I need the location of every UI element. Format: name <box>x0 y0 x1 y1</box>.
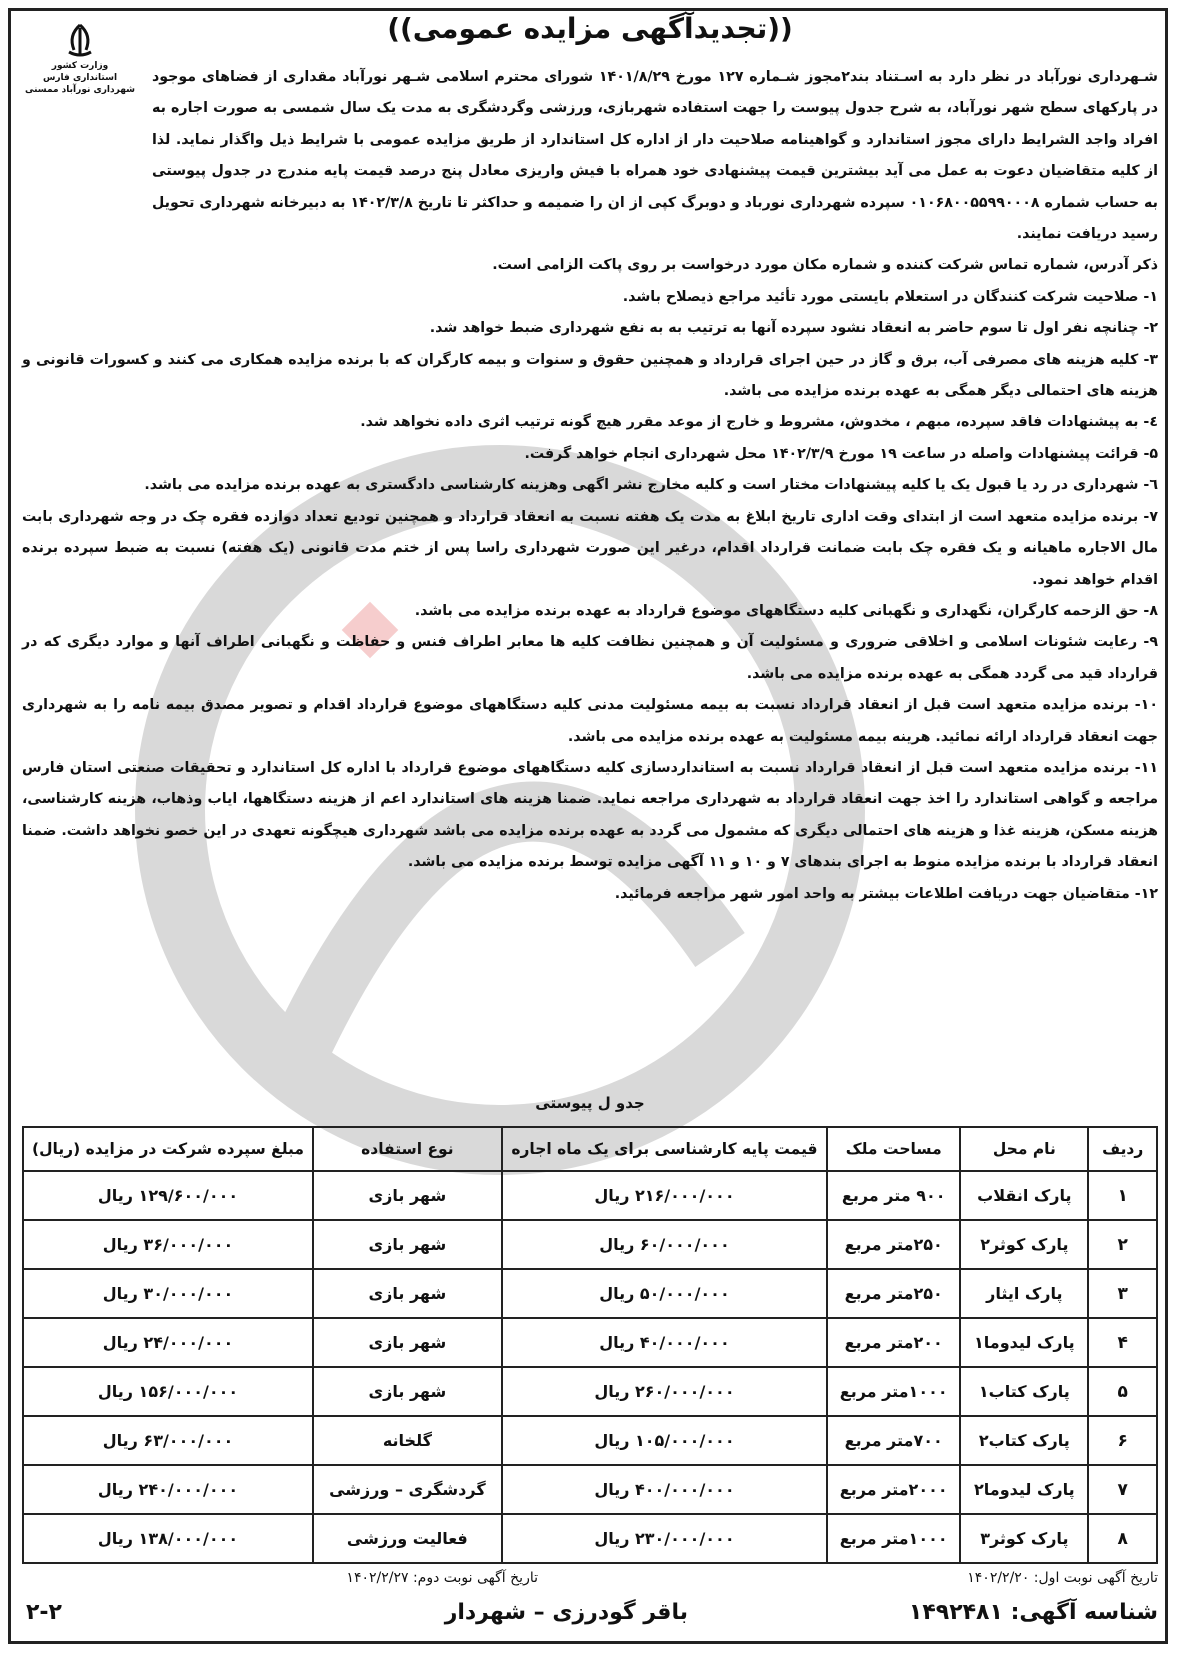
cell-base-price: ۱۰۵/۰۰۰/۰۰۰ ریال <box>502 1416 827 1465</box>
cell-deposit: ۲۴/۰۰۰/۰۰۰ ریال <box>23 1318 313 1367</box>
cell-area: ۲۵۰متر مربع <box>827 1269 960 1318</box>
table-row <box>23 1465 1157 1514</box>
condition-1: ۱- صلاحیت شرکت کنندگان در استعلام بایستی مورد تأئید مراجع ذیصلاح باشد. <box>622 288 1158 305</box>
cell-base-price: ۶۰/۰۰۰/۰۰۰ ریال <box>502 1220 827 1269</box>
cell-base-price: ۴۰/۰۰۰/۰۰۰ ریال <box>502 1318 827 1367</box>
condition-12: ۱۲- متقاضیان جهت دریافت اطلاعات بیشتر به واحد امور شهر مراجعه فرمائید. <box>614 885 1158 902</box>
cell-usage: شهر بازی <box>313 1171 502 1220</box>
cell-row-number: ۳ <box>1088 1269 1157 1318</box>
cell-deposit: ۲۴۰/۰۰۰/۰۰۰ ریال <box>23 1465 313 1514</box>
cell-row-number: ۴ <box>1088 1318 1157 1367</box>
cell-usage: شهر بازی <box>313 1220 502 1269</box>
header-deposit: مبلغ سپرده شرکت در مزایده (ریال) <box>23 1127 313 1171</box>
condition-3: ۳- کلیه هزینه های مصرفی آب، برق و گاز در حین اجرای قرارداد و همچنین حقوق و سنوات و بیمه کارگران که با برنده مزایده همکاری می کنند و کسورات قانونی و هزینه های احتمالی دیگر همگی به عهده برنده مزایده می باشد. <box>22 351 1158 400</box>
ad-id: شناسه آگهی: ۱۴۹۲۴۸۱ <box>908 1600 1158 1625</box>
cell-deposit: ۱۵۶/۰۰۰/۰۰۰ ریال <box>23 1367 313 1416</box>
first-publication-date: تاریخ آگهی نوبت اول: ۱۴۰۲/۲/۲۰ <box>967 1570 1158 1586</box>
header-base-price: قیمت پایه کارشناسی برای یک ماه اجاره <box>502 1127 827 1171</box>
cell-deposit: ۳۰/۰۰۰/۰۰۰ ریال <box>23 1269 313 1318</box>
condition-7: ۷- برنده مزایده متعهد است از ابتدای وقت اداری تاریخ ابلاغ به مدت یک هفته نسبت به انعقاد قرارداد و همچنین تودیع تعداد دوازده فقره چک در وجه شهرداری بابت مال الاجاره ماهیانه و یک فقره چک بابت ضمانت قرارداد اقدام، درغیر این صورت شهرداری راسا پس از ختم مدت قانونی (یک هفته) نسبت به ضبط سپرده برنده اقدام خواهد نمود. <box>22 508 1158 588</box>
cell-row-number: ۵ <box>1088 1367 1157 1416</box>
table-row <box>23 1269 1157 1318</box>
cell-area: ۲۵۰متر مربع <box>827 1220 960 1269</box>
condition-11: ۱۱- برنده مزایده متعهد است قبل از انعقاد قرارداد نسبت به استانداردسازی کلیه دستگاههای موضوع قرارداد با اداره کل استاندارد و تحقیقات صنعتی استان فارس مراجعه و گواهی استاندارد را اخذ جهت انعقاد قرارداد به شهرداری مراجعه نماید. ضمنا هزینه های استاندارد اعم از هزینه دستگاهها، ایاب وذهاب، هزینه کارشناسی، هزینه مسکن، هزینه غذا و هزینه های احتمالی دیگری که مشمول می گردد به عهده برنده مزایده می باشد شهرداری هیچگونه تعهدی در این خصو نخواهد داشت. ضمنا انعقاد قرارداد با برنده مزایده منوط به اجرای بندهای ۷ و ۱۰ و ۱۱ آگهی مزایده توسط برنده مزایده می باشد. <box>22 759 1158 871</box>
cell-base-price: ۴۰۰/۰۰۰/۰۰۰ ریال <box>502 1465 827 1514</box>
signatory: باقر گودرزی – شهردار <box>444 1600 688 1625</box>
condition-9: ۹- رعایت شئونات اسلامی و اخلاقی ضروری و مسئولیت آن و همچنین نظافت کلیه ها معابر اطراف فنس و حفاظت و نگهبانی اطراف آنها و موارد دیگری که در قرارداد قید می گردد همگی به عهده برنده مزایده می باشد. <box>22 634 1158 682</box>
cell-row-number: ۸ <box>1088 1514 1157 1563</box>
ad-body <box>22 62 1158 910</box>
cell-location: پارک انقلاب <box>960 1171 1088 1220</box>
cell-area: ۲۰۰متر مربع <box>827 1318 960 1367</box>
cell-base-price: ۲۱۶/۰۰۰/۰۰۰ ریال <box>502 1171 827 1220</box>
publication-dates <box>22 1570 1158 1590</box>
header-usage: نوع استفاده <box>313 1127 502 1171</box>
cell-location: پارک لیدوما۱ <box>960 1318 1088 1367</box>
cell-area: ۹۰۰ متر مربع <box>827 1171 960 1220</box>
lots-table <box>22 1126 1158 1564</box>
cell-area: ۷۰۰متر مربع <box>827 1416 960 1465</box>
header-location: نام محل <box>960 1127 1088 1171</box>
cell-location: پارک لیدوما۲ <box>960 1465 1088 1514</box>
cell-row-number: ۲ <box>1088 1220 1157 1269</box>
cell-usage: شهر بازی <box>313 1367 502 1416</box>
table-row <box>23 1171 1157 1220</box>
cell-usage: گردشگری – ورزشی <box>313 1465 502 1514</box>
cell-location: پارک کتاب۱ <box>960 1367 1088 1416</box>
condition-4: ٤- به پیشنهادات فاقد سپرده، مبهم ، مخدوش، مشروط و خارج از موعد مقرر هیچ گونه ترتیب اثری داده نخواهد شد. <box>360 414 1158 431</box>
emblem-line-2: استانداری فارس <box>42 73 118 83</box>
cell-location: پارک ایثار <box>960 1269 1088 1318</box>
intro-note: ذکر آدرس، شماره تماس شرکت کننده و شماره مکان مورد درخواست بر روی پاکت الزامی است. <box>492 257 1158 274</box>
emblem-line-1: وزارت کشور <box>51 61 109 71</box>
cell-base-price: ۲۳۰/۰۰۰/۰۰۰ ریال <box>502 1514 827 1563</box>
cell-deposit: ۱۲۹/۶۰۰/۰۰۰ ریال <box>23 1171 313 1220</box>
cell-location: پارک کوثر۳ <box>960 1514 1088 1563</box>
second-publication-date: تاریخ آگهی نوبت دوم: ۱۴۰۲/۲/۲۷ <box>346 1570 538 1586</box>
cell-deposit: ۳۶/۰۰۰/۰۰۰ ریال <box>23 1220 313 1269</box>
table-row <box>23 1416 1157 1465</box>
table-row <box>23 1318 1157 1367</box>
cell-deposit: ۶۳/۰۰۰/۰۰۰ ریال <box>23 1416 313 1465</box>
cell-row-number: ۷ <box>1088 1465 1157 1514</box>
ad-title: ((تجدیدآگهی مزایده عمومی)) <box>387 12 793 45</box>
condition-6: ٦- شهرداری در رد یا قبول یک یا کلیه پیشنهادات مختار است و کلیه مخارج نشر اگهی وهزینه کارشناسی دادگستری به عهده برنده مزایده می باشد. <box>144 477 1158 494</box>
cell-area: ۱۰۰۰متر مربع <box>827 1514 960 1563</box>
cell-row-number: ۱ <box>1088 1171 1157 1220</box>
cell-location: پارک کوثر۲ <box>960 1220 1088 1269</box>
table-row <box>23 1367 1157 1416</box>
emblem-line-3: شهرداری نورآباد ممسنی <box>25 85 135 95</box>
cell-deposit: ۱۳۸/۰۰۰/۰۰۰ ریال <box>23 1514 313 1563</box>
condition-8: ۸- حق الزحمه کارگران، نگهداری و نگهبانی کلیه دستگاههای موضوع قرارداد به عهده برنده مزایده می باشد. <box>414 602 1158 619</box>
page-number: ۲-۲ <box>26 1600 62 1625</box>
cell-row-number: ۶ <box>1088 1416 1157 1465</box>
ad-footer <box>22 1600 1158 1636</box>
cell-usage: شهر بازی <box>313 1318 502 1367</box>
table-caption: جدو ل پیوستی <box>535 1094 645 1112</box>
condition-5: ۵- قرائت پیشنهادات واصله در ساعت ۱۹ مورخ ۱۴۰۲/۳/۹ محل شهرداری انجام خواهد گرفت. <box>524 445 1158 462</box>
cell-location: پارک کتاب۲ <box>960 1416 1088 1465</box>
cell-base-price: ۵۰/۰۰۰/۰۰۰ ریال <box>502 1269 827 1318</box>
cell-area: ۲۰۰۰متر مربع <box>827 1465 960 1514</box>
cell-usage: فعالیت ورزشی <box>313 1514 502 1563</box>
cell-usage: شهر بازی <box>313 1269 502 1318</box>
condition-2: ۲- چنانچه نفر اول تا سوم حاضر به انعقاد نشود سپرده آنها به ترتیب به به نفع شهرداری ضبط خواهد شد. <box>429 320 1158 337</box>
table-row <box>23 1220 1157 1269</box>
cell-area: ۱۰۰۰متر مربع <box>827 1367 960 1416</box>
cell-base-price: ۲۶۰/۰۰۰/۰۰۰ ریال <box>502 1367 827 1416</box>
table-row <box>23 1514 1157 1563</box>
cell-usage: گلخانه <box>313 1416 502 1465</box>
header-row-number: ردیف <box>1088 1127 1157 1171</box>
intro-paragraph: شـهرداری نورآباد در نظر دارد به اسـتناد بند۲مجوز شـماره ۱۲۷ مورخ ۱۴۰۱/۸/۲۹ شورای محترم اسلامی شـهر نورآباد مقداری از فضاهای موجود در پارکهای سطح شهر نورآباد، به شرح جدول پیوست را جهت استفاده شهربازی، ورزشی وگردشگری به مدت یک سال شمسی به صورت اجاره به افراد واجد الشرایط دارای مجوز استاندارد و گواهینامه صلاحیت دار از اداره کل استاندارد از طریق مزایده عمومی با شرایط ذیل واگذار نماید. لذا از کلیه متقاضیان دعوت به عمل می آید بیشترین قیمت پیشنهادی خود همراه با فیش واریزی معادل پنج درصد قیمت پایه مندرج در جدول پیوستی به حساب شماره ۰۱۰۶۸۰۰۵۵۹۹۰۰۰۸ سپرده شهرداری نورباد و دوبرگ کپی از ان را ضمیمه و حداکثر تا تاریخ ۱۴۰۲/۳/۸ به دبیرخانه شهرداری تحویل رسید دریافت نمایند. <box>152 69 1158 243</box>
header-area: مساحت ملک <box>827 1127 960 1171</box>
condition-10: ۱۰- برنده مزایده متعهد است قبل از انعقاد قرارداد نسبت به بیمه مسئولیت مدنی کلیه دستگاههای موضوع قرارداد اقدام و تصویر مصدق بیمه نامه را به شهرداری جهت انعقاد قرارداد ارائه نمائید. هرینه بیمه مسئولیت به عهده برنده مزایده می باشد. <box>22 697 1158 745</box>
table-header-row <box>23 1127 1157 1171</box>
